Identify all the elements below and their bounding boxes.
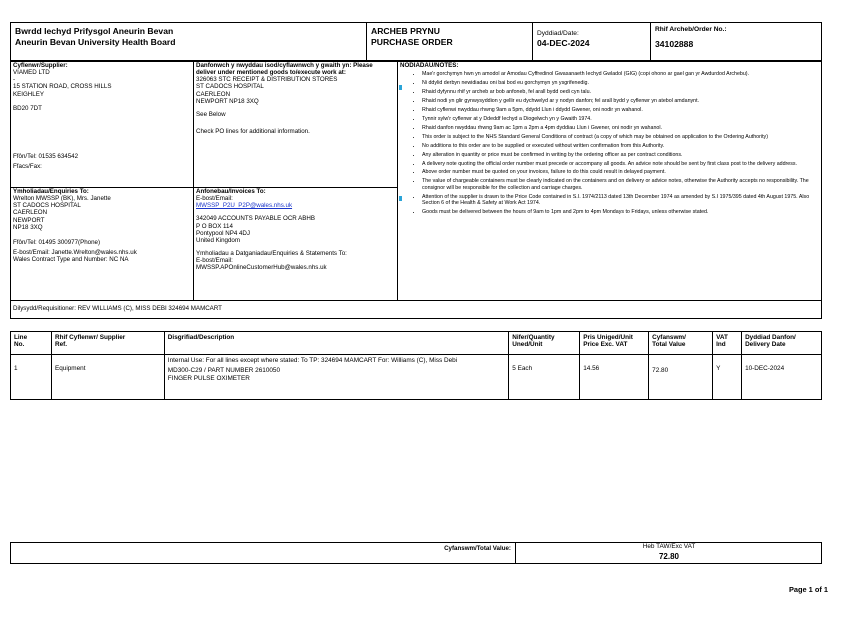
cell-supplier-ref: Equipment: [51, 355, 164, 400]
supplier-section: [13, 62, 191, 112]
column-header-description: Disgrifiad/Description: [164, 332, 508, 355]
order-lines-table: [10, 331, 822, 400]
supplier-line: 15 STATION ROAD, CROSS HILLS: [13, 83, 112, 91]
supplier-label: Cyflenwr/Supplier:: [13, 62, 68, 69]
notes-section: [400, 62, 818, 218]
column-divider: [397, 61, 398, 300]
note-item: • A delivery note quoting the official order number must precede or accompany all goods. An advice note should be sent by first class post to the delivery address.: [422, 161, 818, 167]
doc-title-welsh: ARCHEB PRYNU: [371, 26, 440, 36]
description-line: FINGER PULSE OXIMETER: [167, 374, 250, 382]
note-item: • No additions to this order are to be supplied or executed without written confirmation from this Authority.: [422, 143, 818, 149]
note-item: • Ni ddylid derbyn newidiadau oni bai bod eu gorchymyn yn ysgrifenedig.: [422, 80, 818, 86]
contract-type: Wales Contract Type and Number: NC NA: [13, 256, 129, 263]
date-label: Dyddiad/Date:: [537, 30, 579, 37]
enquiries-line: NEWPORT: [13, 216, 45, 224]
supplier-line: [13, 98, 191, 105]
enquiries-line: CAERLEON: [13, 209, 48, 217]
note-item: • The value of chargeable containers must be clearly indicated on the containers and on delivery or advice notes, otherwise the Authority accepts no responsibility. The consignor will be responsible for the collection and carriage charges.: [422, 178, 818, 191]
description-line: MD300-C29 / PART NUMBER 2610050: [167, 367, 281, 375]
note-item: • Rhaid cyflenwi nwyddau rhwng 9am a 5pm, ddydd Llun i ddydd Gwener, oni nodir yn wahanol.: [422, 107, 818, 113]
note-item: • This order is subject to the NHS Standard General Conditions of contract (a copy of which may be obtained on application to the Ordering Authority): [422, 134, 818, 140]
cell-delivery-date: 10-DEC-2024: [742, 355, 822, 400]
note-item: • Rhaid dyfynnu rhif yr archeb ar bob anfoneb, fel arall bydd oedi cyn talu.: [422, 89, 818, 95]
note-item: • Rhaid danfon nwyddau rhwng 9am ac 1pm a 2pm a 4pm dyddiau Llun i Gwener, oni nodir yn wahanol.: [422, 125, 818, 131]
note-item: • Above order number must be quoted on your invoices, failure to do this could result in delayed payment.: [422, 169, 818, 175]
cell-vat: Y: [713, 355, 742, 400]
header-organisation: [10, 22, 366, 61]
requisitioner: Dilysydd/Requisitioner: REV WILLIAMS (C), MISS DEBI 324694 MAMCART: [13, 305, 222, 312]
delivery-line: CAERLEON: [196, 90, 231, 98]
cell-total: 72.80: [649, 355, 713, 400]
column-header-vat: VAT Ind: [713, 332, 742, 355]
enquiries-line: Wrelton MWSSP (BK), Mrs. Janette: [13, 195, 111, 203]
total-label: Cyfanswm/Total Value:: [444, 545, 511, 552]
invoices-section: [196, 188, 394, 271]
supplier-line: KEIGHLEY: [13, 90, 44, 98]
language-marker: [399, 196, 402, 201]
table-header-row: [11, 332, 822, 355]
delivery-line: ST CADOCS HOSPITAL: [196, 83, 264, 91]
invoices-line: Pontypool NP4 4DJ: [196, 229, 250, 237]
note-item: • Attention of the supplier is drawn to the Price Code contained in S.I. 1974/2113 dated 13th December 1974 as amended by S.I 1975/395 dated 4th August 1975. Also Section 6 of the Health & Safety at Work Act 1974.: [422, 194, 818, 207]
note-item: • Mae'r gorchymyn hwn yn amodol ar Amodau Cyffredinol Gwasanaeth Iechyd Gwladol (GIG) (copi ohono ar gael gan yr Awdurdod Archebu).: [422, 71, 818, 77]
cell-unit-price: 14.56: [580, 355, 649, 400]
cell-description: [164, 355, 508, 400]
notes-list: [400, 71, 818, 215]
column-divider: [193, 61, 194, 300]
cell-line-no: 1: [11, 355, 52, 400]
doc-title-english: PURCHASE ORDER: [371, 36, 453, 47]
date-value: 04-DEC-2024: [537, 37, 590, 48]
statements-email-label: E-bost/Email:: [196, 257, 233, 264]
org-name-welsh: Bwrdd Iechyd Prifysgol Aneurin Bevan: [15, 26, 174, 36]
statements-label: Ymholiadau a Datganiadau/Enquiries & Statements To:: [196, 249, 347, 257]
description-line: Internal Use: For all lines except where stated: To TP: 324694 MAMCART For: Williams (C), Miss Debi: [167, 357, 458, 364]
supplier-line: -: [13, 76, 16, 84]
invoices-line: P O BOX 114: [196, 222, 233, 230]
note-item: • Any alteration in quantity or price must be confirmed in writing by the ordering officer as per contract conditions.: [422, 152, 818, 158]
delivery-see-below: See Below: [196, 110, 226, 118]
invoices-line: 342049 ACCOUNTS PAYABLE OCR ABHB: [196, 215, 315, 223]
enquiries-email: E-bost/Email: Janette.Wrelton@wales.nhs.uk: [13, 248, 137, 256]
cell-quantity: 5 Each: [509, 355, 580, 400]
supplier-phone: Ffôn/Tel: 01535 634542: [13, 153, 79, 160]
row-divider: [10, 300, 822, 301]
enquiries-label: Ymholiadau/Enquiries To:: [13, 188, 89, 195]
invoices-line: United Kingdom: [196, 236, 241, 244]
enquiries-section: [13, 188, 191, 263]
enquiries-line: NP18 3XQ: [13, 223, 43, 231]
order-no-label: Rhif Archeb/Order No.:: [655, 26, 727, 33]
note-item: • Rhaid nodi yn glir gynwysyddion y gellir eu dychwelyd ar y nodyn danfon; fel arall bydd y cyflenwr yn atebol amdanynt.: [422, 98, 818, 104]
org-name-english: Aneurin Bevan University Health Board: [15, 36, 176, 47]
invoices-label: Anfonebau/Invoices To:: [196, 188, 266, 195]
column-header-quantity: Nifer/Quantity Uned/Unit: [509, 332, 580, 355]
header-date: [532, 22, 650, 61]
total-value: 72.80: [658, 552, 680, 561]
total-header: Heb TAW/Exc VAT: [642, 543, 696, 550]
delivery-check-lines: Check PO lines for additional information.: [196, 127, 310, 135]
note-item: • Goods must be delivered between the hours of 9am to 1pm and 2pm to 4pm Mondays to Fridays, unless otherwise stated.: [422, 209, 818, 215]
notes-label: NODIADAU/NOTES:: [400, 62, 459, 69]
language-marker: [399, 85, 402, 90]
order-no-value: 34102888: [655, 38, 694, 49]
column-header-supplier-ref: Rhif Cyflenwr/ Supplier Ref.: [51, 332, 164, 355]
supplier-fax: Ffacs/Fax:: [13, 163, 42, 170]
delivery-line: 326063 STC RECEIPT & DISTRIBUTION STORES: [196, 76, 338, 84]
enquiries-line: ST CADOCS HOSPITAL: [13, 202, 81, 210]
column-header-delivery-date: Dyddiad Danfon/ Delivery Date: [742, 332, 822, 355]
header-doc-title: [366, 22, 532, 61]
page-number: Page 1 of 1: [788, 585, 828, 594]
statements-email: MWSSP.APOnlineCustomerHub@wales.nhs.uk: [196, 264, 327, 272]
table-row: [11, 355, 822, 400]
column-header-line: Line No.: [11, 332, 52, 355]
invoices-email-link[interactable]: MWSSP_P2U_P2P@wales.nhs.uk: [196, 202, 293, 210]
delivery-line: NEWPORT NP18 3XQ: [196, 97, 259, 105]
invoices-email-label: E-bost/Email:: [196, 195, 233, 203]
column-header-total: Cyfanswm/ Total Value: [649, 332, 713, 355]
supplier-line: VIAMED LTD: [13, 69, 50, 77]
enquiries-phone: Ffôn/Tel: 01495 300977(Phone): [13, 238, 101, 246]
delivery-label: Danfonwch y nwyddau isod/cyflawnwch y gwaith yn: Please deliver under mentioned goods to/execute work at:: [196, 62, 373, 77]
note-item: • Tynnir sylw'r cyflenwr at y Ddeddf Iechyd a Diogelwch yn y Gwaith 1974.: [422, 116, 818, 122]
header-order-number: [650, 22, 822, 61]
column-header-unit-price: Pris Uniged/Unit Price Exc. VAT: [580, 332, 649, 355]
supplier-line: BD20 7DT: [13, 104, 42, 112]
delivery-section: [196, 62, 394, 135]
